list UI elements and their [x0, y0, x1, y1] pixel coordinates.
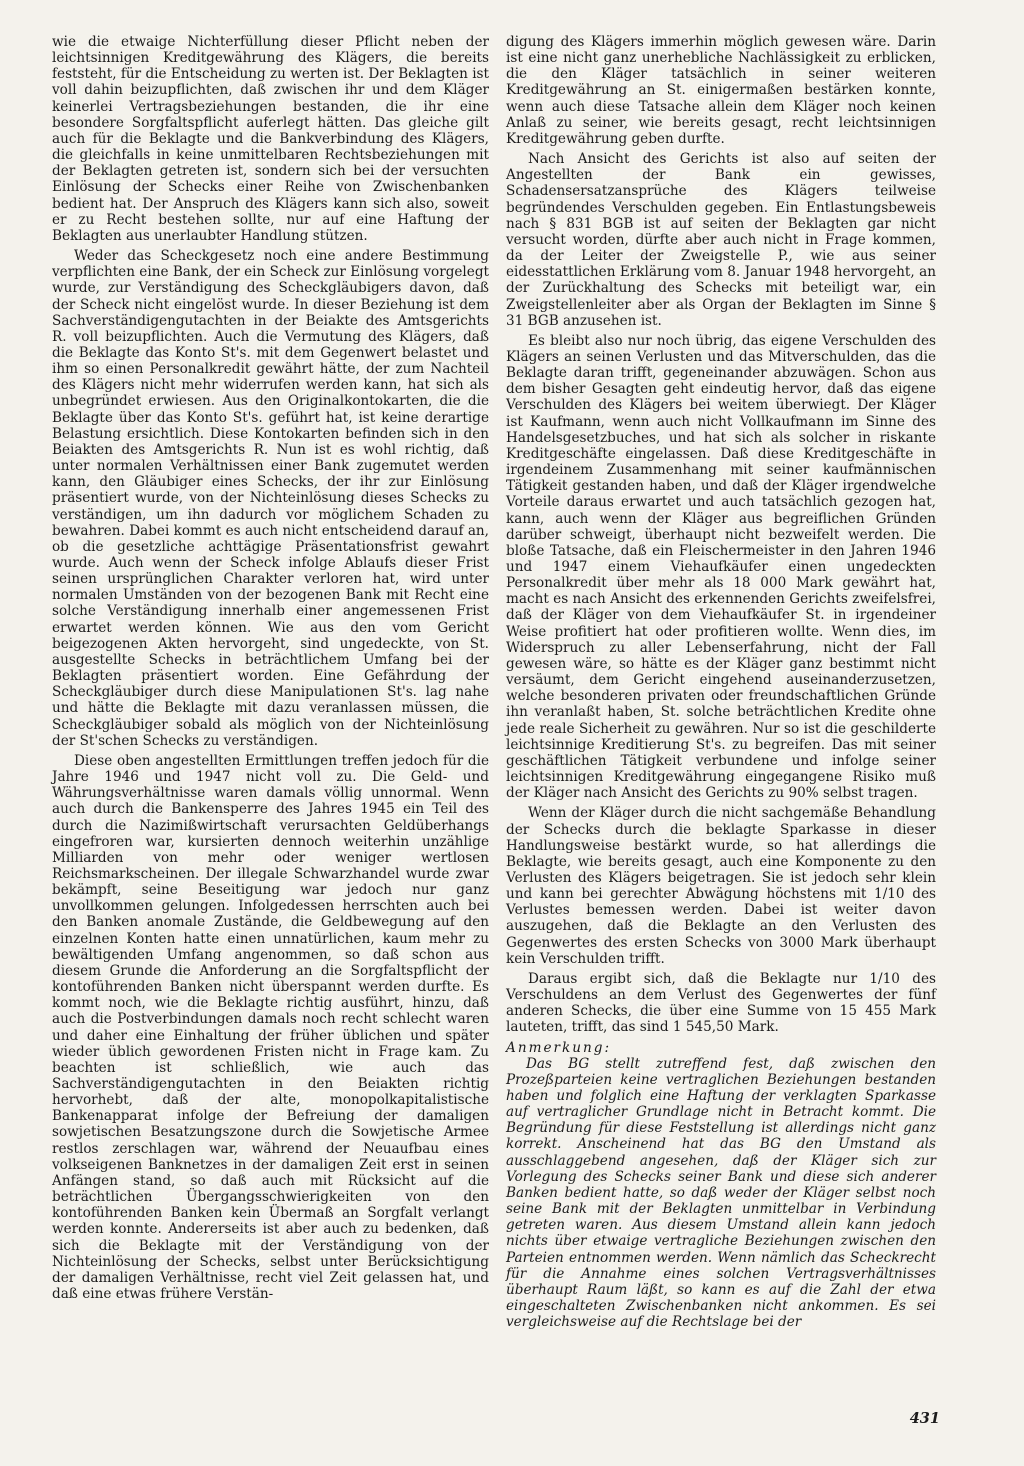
- paragraph: Nach Ansicht des Gerichts ist also auf seiten der Angestellten der Bank ein gewisses, Schadensersatzansprüche des Klägers teilweise begründendes Verschulden gegeben. Ein Entlastungsbeweis nach § 831 BGB ist auf seiten der Beklagten gar nicht versucht worden, dürfte aber auch nicht in Frage kommen, da der Leiter der Zweigstelle P., wie aus seiner eidesstattlichen Erklärung vom 8. Januar 1948 hervorgeht, an der Zurückhaltung des Schecks mit beteiligt war, ein Zweigstellenleiter aber als Organ der Beklagten im Sinne § 31 BGB anzusehen ist.: [506, 151, 936, 329]
- paragraph: Diese oben angestellten Ermittlungen treffen jedoch für die Jahre 1946 und 1947 nicht voll zu. Die Geld- und Währungsverhältnisse waren damals völlig unnormal. Wenn auch durch die Bankensperre des Jahres 1945 ein Teil des durch die Nazimißwirtschaft verursachten Geldüberhangs eingefroren war, kursierten dennoch weiterhin unzählige Milliarden von mehr oder weniger wertlosen Reichsmarkscheinen. Der illegale Schwarzhandel wurde zwar bekämpft, seine Beseitigung war jedoch nur ganz unvollkommen gelungen. Infolgedessen herrschten auch bei den Banken anomale Zustände, die Geldbewegung auf den einzelnen Konten hatte einen unnatürlichen, kaum mehr zu bewältigenden Umfang angenommen, so daß schon aus diesem Grunde die Anforderung an die Sorgfaltspflicht der kontoführenden Banken nicht überspannt werden durfte. Es kommt noch, wie die Beklagte richtig ausführt, hinzu, daß auch die Postverbindungen damals noch recht schlecht waren und daher eine Einhaltung der früher üblichen und später wieder üblich gewordenen Fristen nicht in Frage kam. Zu beachten ist schließlich, wie auch das Sachverständigengutachten in den Beiakten richtig hervorhebt, daß der alte, monopolkapitalistische Bankenapparat infolge der Befreiung der damaligen sowjetischen Besatzungszone durch die Sowjetische Armee restlos zerschlagen war, während der Neuaufbau eines volkseigenen Banknetzes in der damaligen Zeit erst in seinen Anfängen stand, so daß auch mit Rücksicht auf die beträchtlichen Übergangsschwierigkeiten von den kontoführenden Banken kein Übermaß an Sorgfalt verlangt werden konnte. Andererseits ist aber auch zu bedenken, daß sich die Beklagte mit der Verständigung von der Nichteinlösung der Schecks, selbst unter Berücksichtigung der damaligen Verhältnisse, recht viel Zeit gelassen hat, und daß eine etwas frühere Verstän-: [52, 752, 489, 1303]
- left-column: [52, 34, 489, 1302]
- note-heading: Anmerkung:: [506, 1039, 612, 1056]
- paragraph: digung des Klägers immerhin möglich gewesen wäre. Darin ist eine nicht ganz unerhebliche Nachlässigkeit zu erblicken, die den Kläger tatsächlich in seiner weiteren Kreditgewährung an St. einigermaßen bestärken konnte, wenn auch diese Tatsache allein dem Kläger noch keinen Anlaß zu seiner, wie bereits gesagt, recht leichtsinnigen Kreditgewährung geben durfte.: [506, 34, 936, 147]
- paragraph: Weder das Scheckgesetz noch eine andere Bestimmung verpflichten eine Bank, der ein Scheck zur Einlösung vorgelegt wurde, zur Verständigung des Scheckgläubigers davon, daß der Scheck nicht eingelöst wurde. In dieser Beziehung ist dem Sachverständigengutachten in der Beiakte des Amtsgerichts R. voll beizupflichten. Auch die Vermutung des Klägers, daß die Beklagte das Konto St's. mit dem Gegenwert belastet und ihm so einen Personalkredit gewährt hätte, der zum Nachteil des Klägers nicht mehr widerrufen werden kann, hat sich als unbegründet erwiesen. Aus den Originalkontokarten, die die Beklagte über das Konto St's. geführt hat, ist keine derartige Belastung ersichtlich. Diese Kontokarten befinden sich in den Beiakten des Amtsgerichts R. Nun ist es wohl richtig, daß unter normalen Verhältnissen einer Bank zugemutet werden kann, den Gläubiger eines Schecks, der ihr zur Einlösung präsentiert wurde, von der Nichteinlösung dieses Schecks zu verständigen, um ihn dadurch vor möglichem Schaden zu bewahren. Dabei kommt es auch nicht entscheidend darauf an, ob die gesetzliche achttägige Präsentationsfrist gewahrt wurde. Auch wenn der Scheck infolge Ablaufs dieser Frist seinen ursprünglichen Charakter verloren hat, wird unter normalen Umständen von der bezogenen Bank mit Recht eine solche Verständigung innerhalb einer angemessenen Frist erwartet werden können. Wie aus den vom Gericht beigezogenen Akten hervorgeht, sind ungedeckte, von St. ausgestellte Schecks in beträchtlichem Umfang bei der Beklagten präsentiert worden. Eine Gefährdung der Scheckgläubiger durch diese Manipulationen St's. lag nahe und hätte die Beklagte mit dazu veranlassen müssen, die Scheckgläubiger sobald als möglich von der Nichteinlösung der St'schen Schecks zu verständigen.: [52, 248, 489, 749]
- right-column: [506, 34, 936, 1330]
- paragraph: Wenn der Kläger durch die nicht sachgemäße Behandlung der Schecks durch die beklagte Sparkasse in dieser Handlungsweise bestärkt wurde, so hat allerdings die Beklagte, wie bereits gesagt, auch eine Komponente zu den Verlusten des Klägers beigetragen. Sie ist jedoch sehr klein und kann bei gerechter Abwägung höchstens mit 1/10 des Verlustes bemessen werden. Dabei ist weiter davon auszugehen, daß die Beklagte an den Verlusten des Gegenwertes des ersten Schecks von 3000 Mark überhaupt kein Verschulden trifft.: [506, 805, 936, 967]
- editorial-note: [506, 1056, 936, 1331]
- note-paragraph: Das BG stellt zutreffend fest, daß zwischen den Prozeßparteien keine vertraglichen Beziehungen bestanden haben und folglich eine Haftung der verklagten Sparkasse auf vertraglicher Grundlage nicht in Betracht kommt. Die Begründung für diese Feststellung ist allerdings nicht ganz korrekt. Anscheinend hat das BG den Umstand als ausschlaggebend angesehen, daß der Kläger sich zur Vorlegung des Schecks seiner Bank und diese sich anderer Banken bedient hatte, so daß weder der Kläger selbst noch seine Bank mit der Beklagten unmittelbar in Verbindung getreten waren. Aus diesem Umstand allein kann jedoch nichts über etwaige vertragliche Beziehungen zwischen den Parteien entnommen werden. Wenn nämlich das Scheckrecht für die Annahme eines solchen Vertragsverhältnisses überhaupt Raum läßt, so kann es auf die Zahl der etwa eingeschalteten Zwischenbanken nicht ankommen. Es sei vergleichsweise auf die Rechtslage bei der: [506, 1055, 936, 1331]
- page-number: 431: [909, 1410, 940, 1427]
- paragraph: Es bleibt also nur noch übrig, das eigene Verschulden des Klägers an seinen Verlusten und das Mitverschulden, das die Beklagte daran trifft, gegeneinander abzuwägen. Schon aus dem bisher Gesagten geht eindeutig hervor, daß das eigene Verschulden des Klägers bei weitem überwiegt. Der Kläger ist Kaufmann, wenn auch nicht Vollkaufmann im Sinne des Handelsgesetzbuches, und hat sich als solcher in riskante Kreditgeschäfte eingelassen. Daß diese Kreditgeschäfte in irgendeinem Zusammenhang mit seiner kaufmännischen Tätigkeit gestanden haben, und daß der Kläger irgendwelche Vorteile daraus erwartet und auch tatsächlich gezogen hat, kann, auch wenn der Kläger aus begreiflichen Gründen darüber schweigt, überhaupt nicht bezweifelt werden. Die bloße Tatsache, daß ein Fleischermeister in den Jahren 1946 und 1947 einem Viehaufkäufer einen ungedeckten Personalkredit über mehr als 18 000 Mark gewährt hat, macht es nach Ansicht des erkennenden Gerichts zweifelsfrei, daß der Kläger von dem Viehaufkäufer St. in irgendeiner Weise profitiert hat oder profitieren wollte. Wenn dies, im Widerspruch zu aller Lebenserfahrung, nicht der Fall gewesen wäre, so hätte es der Kläger ganz bestimmt nicht versäumt, dem Gericht eingehend auseinanderzusetzen, welche besonderen privaten oder freundschaftlichen Gründe ihn veranlaßt haben, St. solche beträchtlichen Kredite ohne jede reale Sicherheit zu gewähren. Nur so ist die geschilderte leichtsinnige Kreditierung St's. zu begreifen. Das mit seiner geschäftlichen Tätigkeit verbundene und infolge seiner leichtsinnigen Kreditgewährung eingegangene Risiko muß der Kläger nach Ansicht des Gerichts zu 90% selbst tragen.: [506, 332, 936, 802]
- paragraph: wie die etwaige Nichterfüllung dieser Pflicht neben der leichtsinnigen Kreditgewährung des Klägers, die bereits feststeht, für die Entscheidung zu werten ist. Der Beklagten ist voll dahin beizupflichten, daß zwischen ihr und dem Kläger keinerlei Vertragsbeziehungen bestanden, die ihr eine besondere Sorgfaltspflicht auferlegt hätten. Das gleiche gilt auch für die Beklagte und die Bankverbindung des Klägers, die gleichfalls in keine unmittelbaren Rechtsbeziehungen mit der Beklagten getreten ist, sondern sich bei der versuchten Einlösung der Schecks einer Reihe von Zwischenbanken bedient hat. Der Anspruch des Klägers kann sich also, soweit er zu Recht bestehen sollte, nur auf eine Haftung der Beklagten aus unerlaubter Handlung stützen.: [52, 34, 489, 244]
- paragraph: Daraus ergibt sich, daß die Beklagte nur 1/10 des Verschuldens an dem Verlust des Gegenwertes der fünf anderen Schecks, die über eine Summe von 15 455 Mark lauteten, trifft, das sind 1 545,50 Mark.: [506, 970, 936, 1036]
